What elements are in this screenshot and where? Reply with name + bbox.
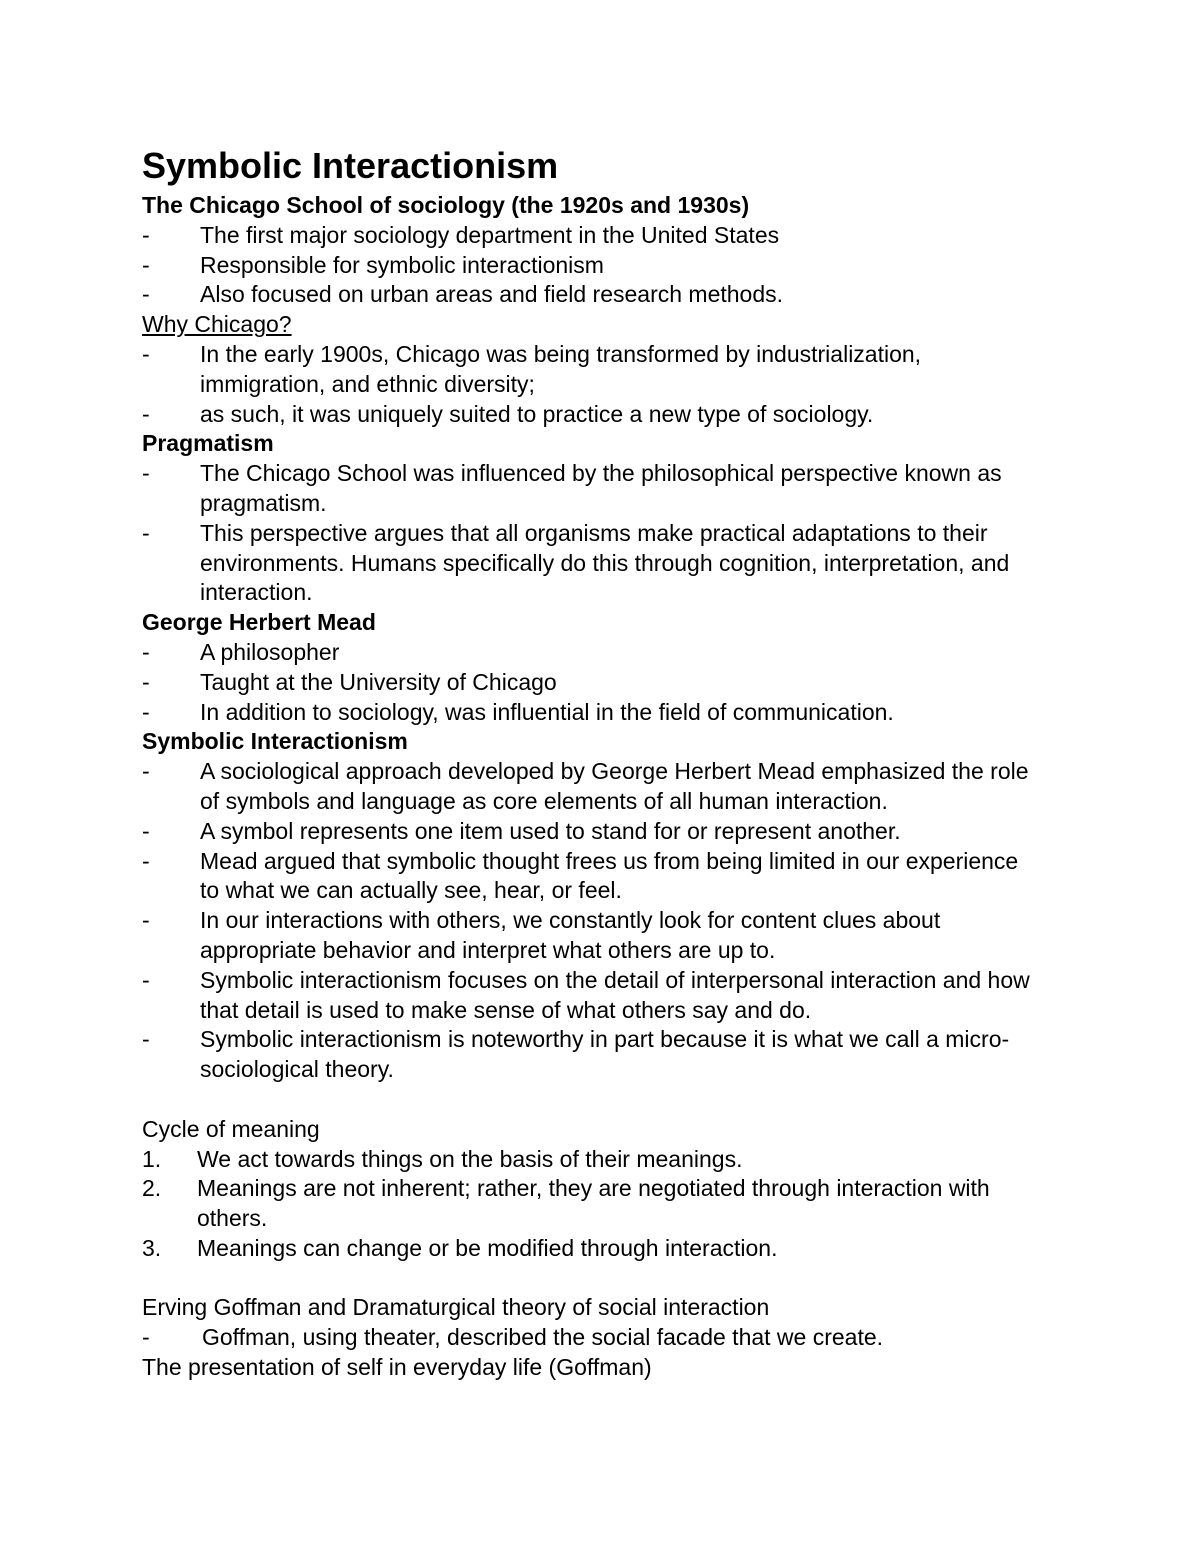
list-item (142, 221, 1062, 251)
numbered-item (142, 1234, 1062, 1264)
list-item (142, 251, 1062, 281)
list-item (142, 280, 1062, 310)
list-item-text: Symbolic interactionism focuses on the detail of interpersonal interaction and how that detail is used to make sense of what others say and do. (200, 966, 1030, 1023)
bullet-marker: - (142, 400, 150, 427)
list-item-text: A sociological approach developed by George Herbert Mead emphasized the role of symbols and language as core elements of all human interaction. (200, 758, 1029, 814)
list-item (142, 519, 1062, 608)
bullet-marker: - (142, 907, 150, 934)
list-item-text: Mead argued that symbolic thought frees us from being limited in our experience to what we can actually see, hear, or feel. (200, 847, 1019, 904)
bullet-marker: - (142, 698, 150, 725)
list-item-text: Goffman, using theater, described the social facade that we create. (202, 1324, 884, 1351)
bullet-marker: - (142, 638, 150, 665)
list-item (142, 757, 1062, 817)
list-item-text: This perspective argues that all organisms make practical adaptations to their environments. Humans specifically do this through cognition, interpretation, and interaction. (200, 519, 1010, 606)
bullet-marker: - (142, 758, 150, 785)
list-item-text: as such, it was uniquely suited to practice a new type of sociology. (200, 400, 874, 427)
list-item-text: Responsible for symbolic interactionism (200, 251, 604, 278)
list-item-text: The first major sociology department in the United States (200, 221, 780, 248)
numbered-item-text: Meanings are not inherent; rather, they are negotiated through interaction with others. (197, 1175, 990, 1232)
list-item (142, 459, 1062, 519)
numbered-item (142, 1174, 1062, 1234)
bullet-marker: - (142, 668, 150, 695)
bullet-marker: - (142, 847, 150, 874)
list-item (142, 906, 1062, 966)
bullet-marker: - (142, 519, 150, 546)
list-item (142, 847, 1062, 907)
section-heading-symbolic-interactionism: Symbolic Interactionism (142, 728, 408, 755)
section-heading-why-chicago: Why Chicago? (142, 311, 292, 338)
list-item (142, 668, 1062, 698)
list-item (142, 1025, 1062, 1085)
section-heading-chicago-school: The Chicago School of sociology (the 1920s and 1930s) (142, 192, 750, 218)
numbered-item (142, 1145, 1062, 1175)
blank-line (142, 1085, 1062, 1115)
list-item (142, 340, 1062, 400)
section-heading-cycle-of-meaning: Cycle of meaning (142, 1115, 320, 1142)
list-item-text: In addition to sociology, was influential in the field of communication. (200, 698, 894, 725)
list-item (142, 1323, 1062, 1353)
section-heading-mead: George Herbert Mead (142, 609, 376, 636)
bullet-marker: - (142, 966, 150, 993)
list-item (142, 400, 1062, 430)
list-item (142, 638, 1062, 668)
list-item (142, 698, 1062, 728)
list-item-text: A philosopher (200, 638, 340, 665)
list-item (142, 966, 1062, 1026)
numbered-item-text: Meanings can change or be modified through interaction. (197, 1234, 778, 1261)
list-item (142, 817, 1062, 847)
bullet-marker: - (142, 221, 150, 248)
list-item-text: A symbol represents one item used to stand for or represent another. (200, 817, 901, 844)
section-heading-goffman: Erving Goffman and Dramaturgical theory of social interaction (142, 1294, 770, 1321)
bullet-marker: - (142, 460, 150, 487)
item-number: 3. (142, 1234, 162, 1261)
closing-line: The presentation of self in everyday life (Goffman) (142, 1354, 652, 1381)
list-item-text: In the early 1900s, Chicago was being transformed by industrialization, immigration, and ethnic diversity; (200, 340, 922, 397)
blank-line (142, 1264, 1062, 1294)
bullet-marker: - (142, 251, 150, 278)
bullet-marker: - (142, 1324, 150, 1351)
list-item-text: In our interactions with others, we constantly look for content clues about appropriate behavior and interpret what others are up to. (200, 907, 941, 963)
bullet-marker: - (142, 1026, 150, 1053)
document-page (142, 143, 1062, 1383)
list-item-text: Taught at the University of Chicago (200, 668, 557, 695)
item-number: 1. (142, 1145, 162, 1172)
item-number: 2. (142, 1175, 162, 1202)
list-item-text: Symbolic interactionism is noteworthy in part because it is what we call a micro-sociological theory. (200, 1026, 1010, 1083)
list-item-text: The Chicago School was influenced by the philosophical perspective known as pragmatism. (200, 460, 1002, 516)
section-heading-pragmatism: Pragmatism (142, 430, 274, 457)
numbered-item-text: We act towards things on the basis of their meanings. (197, 1145, 743, 1172)
bullet-marker: - (142, 281, 150, 308)
list-item-text: Also focused on urban areas and field research methods. (200, 281, 784, 308)
document-title: Symbolic Interactionism (142, 145, 559, 186)
bullet-marker: - (142, 817, 150, 844)
bullet-marker: - (142, 340, 150, 367)
